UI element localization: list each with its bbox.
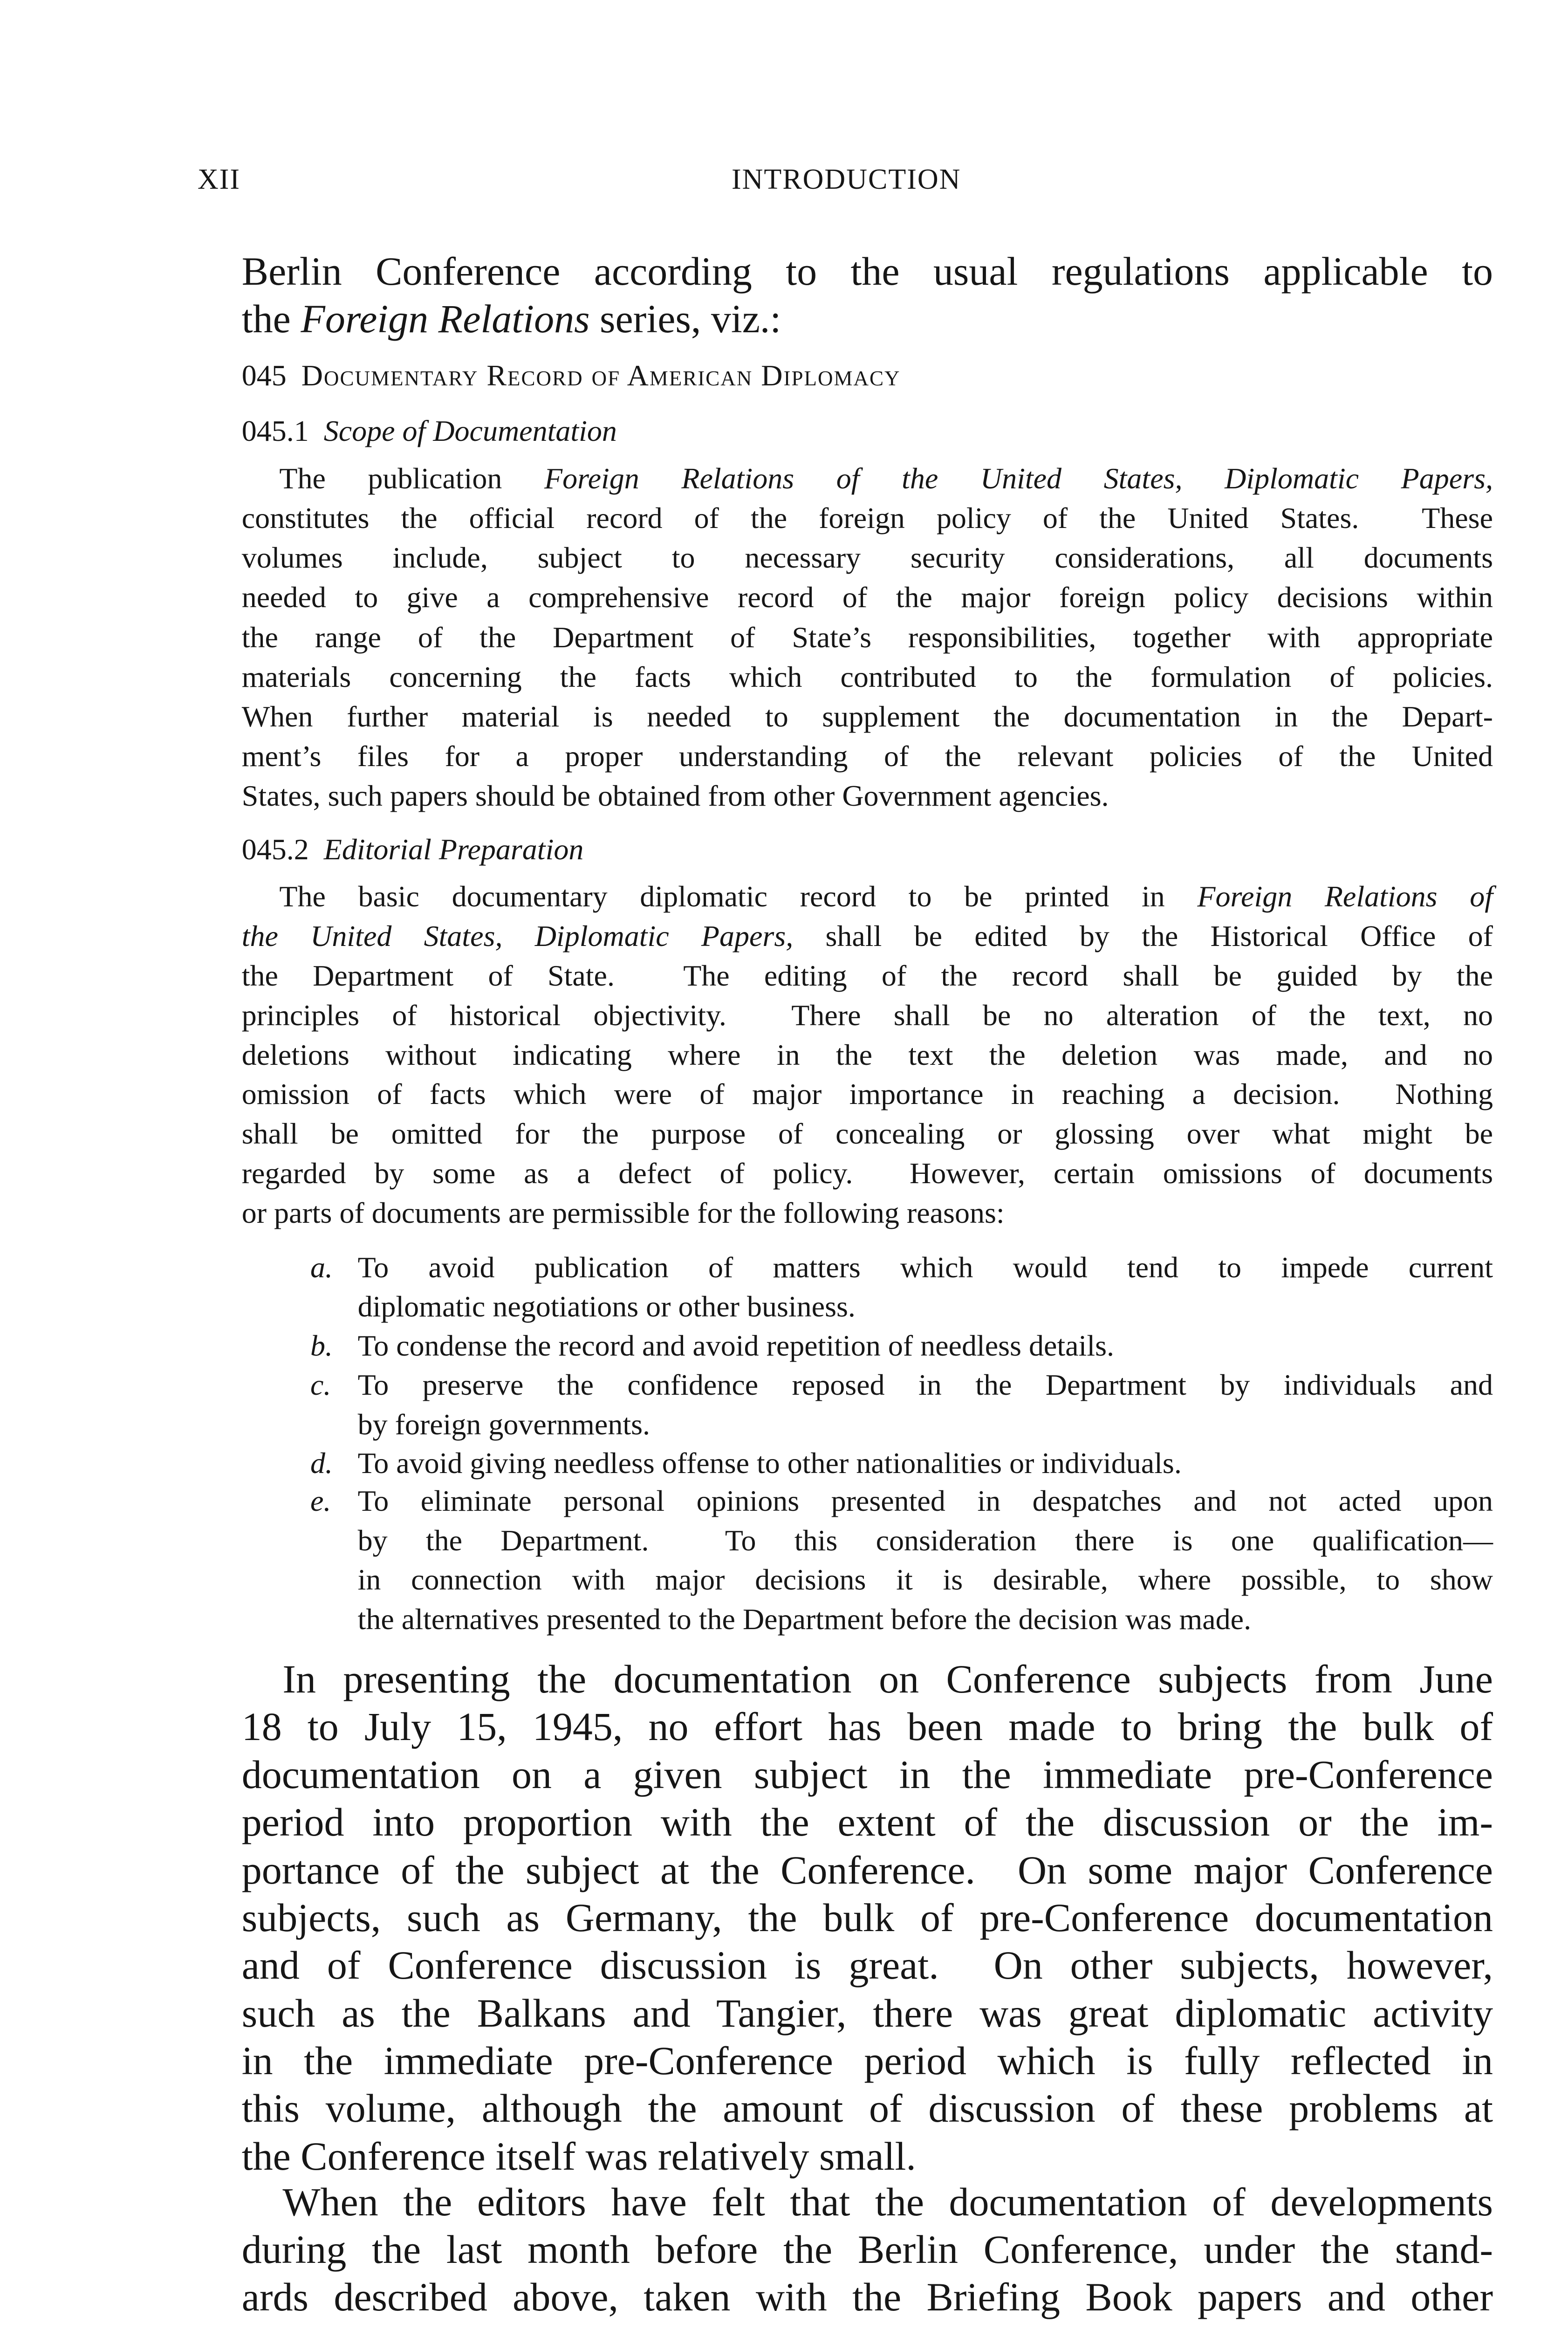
- text: shall be edited by the Historical Office of: [793, 919, 1493, 953]
- text-line: [242, 1942, 1493, 1988]
- text-line: [279, 878, 1493, 915]
- text-line: [358, 1601, 1493, 1638]
- text: the Department of State. The editing of the record shall be guided by the: [241, 959, 1493, 992]
- text-line: [242, 500, 1493, 537]
- italic-text: Editorial Preparation: [323, 832, 584, 866]
- text-line: [242, 1990, 1493, 2036]
- text: 045.2: [241, 832, 324, 866]
- text-line: [242, 2037, 1493, 2084]
- text: series, viz.:: [589, 296, 781, 342]
- text: or parts of documents are permissible for the following reasons:: [241, 1196, 1005, 1229]
- small-caps-text: Documentary Record of American Diplomacy: [301, 359, 901, 392]
- text-line: [358, 1327, 1493, 1364]
- list-label: b.: [310, 1329, 333, 1363]
- text: volumes include, subject to necessary security considerations, all documents: [241, 541, 1493, 575]
- text: by foreign governments.: [357, 1407, 650, 1441]
- text: To preserve the confidence reposed in the Department by individuals and: [357, 1368, 1493, 1402]
- text: principles of historical objectivity. There shall be no alteration of the text, no: [241, 998, 1493, 1032]
- text-line: [242, 1155, 1493, 1192]
- text-line: [242, 539, 1493, 576]
- text-line: [242, 2274, 1493, 2320]
- text-line: [242, 357, 1493, 394]
- text: and of Conference discussion is great. On other subjects, however,: [241, 1943, 1493, 1988]
- text: 045.1: [241, 414, 324, 448]
- text: subjects, such as Germany, the bulk of pre-Conference documentation: [241, 1895, 1493, 1940]
- text: omission of facts which were of major importance in reaching a decision. Nothing: [241, 1077, 1493, 1111]
- text: in connection with major decisions it is desirable, where possible, to show: [357, 1563, 1493, 1597]
- text: diplomatic negotiations or other business.: [357, 1290, 856, 1323]
- text: To condense the record and avoid repetition of needless details.: [357, 1329, 1114, 1363]
- text-line: [358, 1366, 1493, 1404]
- text: When further material is needed to supplement the documentation in the Depart-: [241, 699, 1493, 733]
- italic-text: Foreign Relations: [301, 296, 590, 342]
- text: the: [241, 296, 301, 342]
- text-line: [242, 1115, 1493, 1152]
- italic-text: Foreign Relations of: [1197, 880, 1493, 913]
- italic-text: Foreign Relations of the United States, Diplomatic Papers,: [544, 461, 1493, 495]
- italic-text: Scope of Documentation: [323, 414, 617, 448]
- text-line: [242, 738, 1493, 775]
- text: the range of the Department of State’s responsibilities, together with appropriate: [241, 620, 1493, 654]
- text-line: [242, 1799, 1493, 1845]
- text: such as the Balkans and Tangier, there was great diplomatic activity: [241, 1990, 1493, 2035]
- text-line: [282, 1656, 1493, 1702]
- list-label: a.: [310, 1250, 333, 1284]
- text-line: [242, 1703, 1493, 1750]
- text-line: [242, 248, 1493, 295]
- text: period into proportion with the extent of the discussion or the im-: [241, 1800, 1493, 1845]
- text-line: [242, 619, 1493, 656]
- text: documentation on a given subject in the immediate pre-Conference: [241, 1752, 1493, 1797]
- italic-text: the United States, Diplomatic Papers,: [241, 919, 794, 953]
- text-line: [242, 1894, 1493, 1941]
- text: 18 to July 15, 1945, no effort has been made to bring the bulk of: [241, 1704, 1493, 1749]
- text: needed to give a comprehensive record of the major foreign policy decisions within: [241, 581, 1493, 614]
- text-line: [242, 2226, 1493, 2273]
- text-line: [242, 1194, 1493, 1232]
- text-line: [242, 412, 1493, 450]
- text: To avoid publication of matters which would tend to impede current: [357, 1250, 1493, 1284]
- text-line: [242, 957, 1493, 994]
- text: Berlin Conference according to the usual regulations applicable to: [241, 248, 1493, 294]
- text: The publication: [279, 461, 544, 495]
- text-line: [242, 831, 1493, 868]
- text: during the last month before the Berlin Conference, under the stand-: [241, 2227, 1493, 2272]
- text-line: [358, 1249, 1493, 1286]
- text-line: [358, 1406, 1493, 1443]
- text: In presenting the documentation on Conference subjects from June: [282, 1657, 1493, 1702]
- text-line: [242, 997, 1493, 1034]
- text: constitutes the official record of the foreign policy of the United States. These: [241, 501, 1493, 535]
- text: portance of the subject at the Conference. On some major Conference: [241, 1847, 1493, 1892]
- text-line: [242, 295, 1493, 342]
- text-line: [242, 2085, 1493, 2131]
- text-line: [242, 1036, 1493, 1074]
- list-label: d.: [310, 1446, 333, 1480]
- text-line: [242, 1076, 1493, 1113]
- text-line: [358, 1482, 1493, 1520]
- text-line: [242, 1751, 1493, 1798]
- text: shall be omitted for the purpose of concealing or glossing over what might be: [241, 1117, 1493, 1151]
- text-line: [242, 579, 1493, 616]
- text-line: [358, 1445, 1493, 1482]
- text: materials concerning the facts which contributed to the formulation of policies.: [241, 660, 1493, 693]
- text-line: [279, 460, 1493, 497]
- text: The basic documentary diplomatic record to be printed in: [279, 880, 1198, 913]
- text-line: [242, 1847, 1493, 1893]
- text: the Conference itself was relatively small.: [241, 2133, 916, 2179]
- text: in the immediate pre-Conference period which is fully reflected in: [241, 2038, 1493, 2083]
- text: ment’s files for a proper understanding of the relevant policies of the United: [241, 740, 1493, 773]
- text: When the editors have felt that the documentation of developments: [282, 2179, 1493, 2224]
- list-label: e.: [310, 1484, 331, 1518]
- page-number: XII: [198, 164, 241, 195]
- text-line: [242, 777, 1493, 815]
- text: the alternatives presented to the Department before the decision was made.: [357, 1602, 1252, 1636]
- text: States, such papers should be obtained from other Government agencies.: [241, 779, 1109, 813]
- text: ards described above, taken with the Briefing Book papers and other: [241, 2275, 1493, 2320]
- text: by the Department. To this consideration there is one qualification—: [357, 1523, 1493, 1557]
- text: regarded by some as a defect of policy. However, certain omissions of documents: [241, 1156, 1493, 1190]
- text-line: [242, 2133, 1493, 2179]
- running-head: INTRODUCTION: [732, 164, 961, 195]
- text-line: [242, 918, 1493, 955]
- text-line: [282, 2179, 1493, 2225]
- text: 045: [241, 359, 301, 392]
- text-line: [358, 1561, 1493, 1598]
- text-line: [358, 1522, 1493, 1559]
- text-line: [242, 658, 1493, 696]
- text-line: [242, 698, 1493, 735]
- text: deletions without indicating where in the text the deletion was made, and no: [241, 1038, 1493, 1071]
- text: this volume, although the amount of discussion of these problems at: [241, 2086, 1493, 2131]
- list-label: c.: [310, 1368, 331, 1402]
- text: To eliminate personal opinions presented in despatches and not acted upon: [357, 1484, 1493, 1518]
- text-line: [358, 1288, 1493, 1325]
- text: To avoid giving needless offense to other nationalities or individuals.: [357, 1446, 1182, 1480]
